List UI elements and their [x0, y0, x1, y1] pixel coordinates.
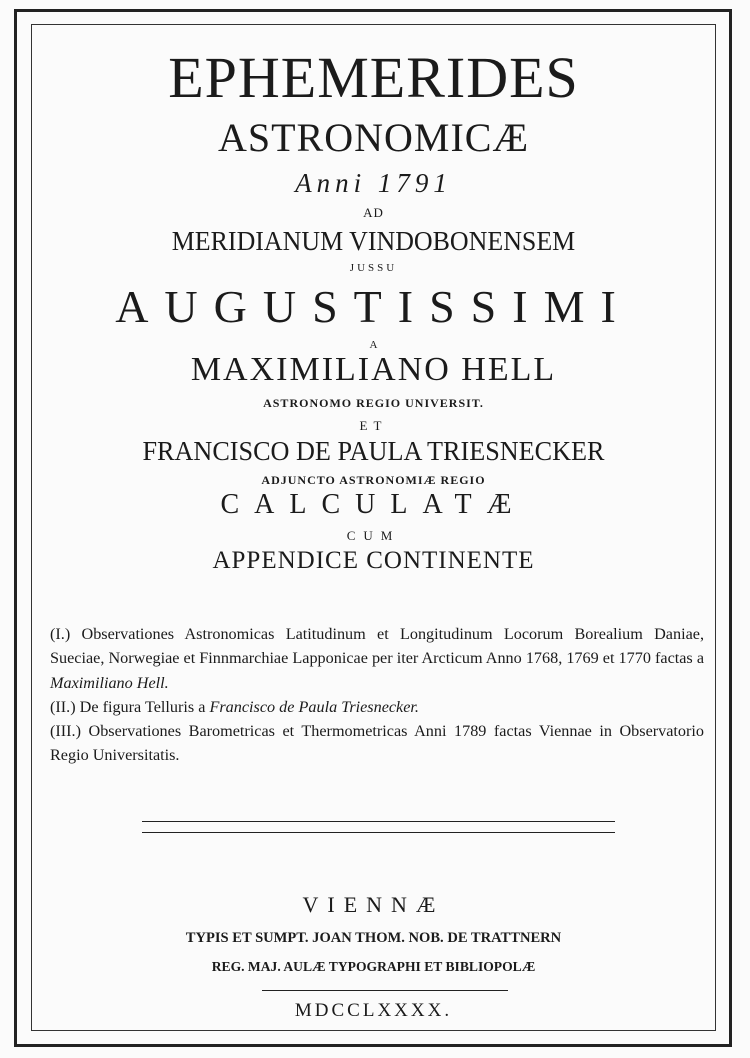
- appendice-line: APPENDICE CONTINENTE: [212, 547, 535, 574]
- subtitle: ASTRONOMICÆ: [217, 115, 530, 160]
- divider-rule-bottom: [142, 832, 615, 833]
- contents-list: [50, 622, 704, 768]
- year-line: Anni 1791: [295, 168, 452, 198]
- imprint-printer: TYPIS ET SUMPT. JOAN THOM. NOB. DE TRATTNERN: [185, 930, 562, 946]
- et-line: ET: [359, 418, 388, 433]
- item2-author: Francisco de Paula Triesnecker.: [209, 697, 419, 716]
- imprint-city: VIENNÆ: [302, 892, 445, 917]
- divider-rule-top: [142, 821, 615, 822]
- cum-line: CUM: [346, 528, 401, 543]
- author2-name: FRANCISCO DE PAULA TRIESNECKER: [142, 436, 605, 466]
- imprint-printer-title: REG. MAJ. AULÆ TYPOGRAPHI ET BIBLIOPOLÆ: [211, 960, 536, 975]
- author2-title: ADJUNCTO ASTRONOMIÆ REGIO: [261, 473, 486, 487]
- item2-text: (II.) De figura Telluris a: [50, 697, 210, 716]
- contents-item-2: [50, 695, 704, 719]
- item1-author: Maximiliano Hell.: [50, 673, 169, 692]
- item3-text: (III.) Observationes Barometricas et Thermometricas Anni 1789 factas Viennae in Observatorio Regio Universitatis.: [50, 722, 704, 765]
- contents-item-1: [50, 622, 704, 695]
- imprint-date: MDCCLXXXX.: [294, 1000, 453, 1021]
- meridian-line: MERIDIANUM VINDOBONENSEM: [171, 226, 576, 256]
- imprint-rule: [262, 990, 508, 991]
- author1-name: MAXIMILIANO HELL: [190, 351, 557, 388]
- a-line: A: [369, 339, 378, 351]
- main-title: EPHEMERIDES: [168, 45, 579, 110]
- augustissimi-line: AUGUSTISSIMI: [115, 281, 632, 332]
- jussu-line: JUSSU: [349, 262, 398, 274]
- ad-line: AD: [363, 205, 384, 220]
- contents-item-3: [50, 719, 704, 768]
- author1-title: ASTRONOMO REGIO UNIVERSIT.: [263, 396, 484, 410]
- calculatae-line: CALCULATÆ: [220, 489, 527, 520]
- item1-text: (I.) Observationes Astronomicas Latitudinum et Longitudinum Locorum Borealium Daniae, Sueciae, Norwegiae et Finnmarchiae Lapponicae per iter Arcticum Anno 1768, 1769 et 1770 factas a: [50, 625, 704, 668]
